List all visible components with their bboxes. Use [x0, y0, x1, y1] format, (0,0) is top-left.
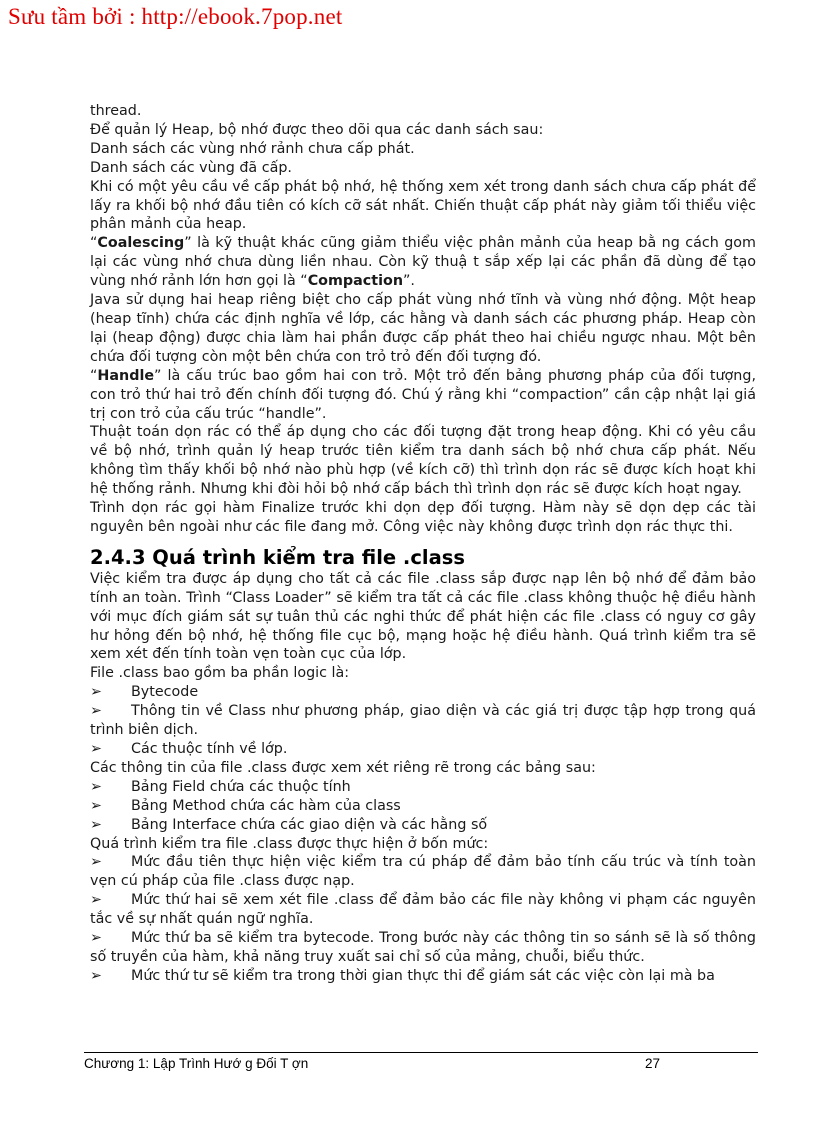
handle-paragraph — [90, 367, 756, 424]
list-item — [90, 929, 756, 967]
list-item-text: Bảng Method chứa các hàm của class — [131, 797, 401, 814]
term-compaction: Compaction — [307, 273, 403, 290]
list-item-text: Mức thứ ba sẽ kiểm tra bytecode. Trong bước này các thông tin so sánh sẽ là số thông số truyền của hàm, khả năng truy xuất sai chỉ số của mảng, chuỗi, biểu thức. — [90, 930, 756, 965]
paragraph: Danh sách các vùng nhớ rảnh chưa cấp phát. — [90, 140, 415, 157]
list-item — [90, 967, 756, 986]
list-item — [90, 683, 756, 702]
bullet-arrow-icon: ➢ — [90, 930, 102, 947]
paragraph: thread. — [90, 103, 142, 119]
list-item-text: Các thuộc tính về lớp. — [131, 741, 288, 757]
bullet-arrow-icon: ➢ — [90, 854, 102, 871]
paragraph: Thuật toán dọn rác có thể áp dụng cho các đối tượng đặt trong heap động. Khi có yêu cầu về bộ nhớ, trình quản lý heap trước tiên kiểm tra danh sách bộ nhớ chưa cấp phát. Nếu không tìm thấy khối bộ nhớ nào phù hợp (về kích cỡ) thì trình dọn rác sẽ được kích hoạt khi hệ thống rảnh. Nhưng khi đòi hỏi bộ nhớ cấp bách thì trình dọn rác sẽ được kích hoạt ngay. — [90, 424, 756, 498]
bullet-arrow-icon: ➢ — [90, 797, 102, 814]
list-item — [90, 797, 756, 816]
paragraph: Để quản lý Heap, bộ nhớ được theo dõi qua các danh sách sau: — [90, 121, 544, 138]
list-item — [90, 740, 756, 759]
paragraph: Java sử dụng hai heap riêng biệt cho cấp phát vùng nhớ tĩnh và vùng nhớ động. Một heap (heap tĩnh) chứa các định nghĩa về lớp, các hằng và danh sách các phương pháp. Heap còn lại (heap động) được chia làm hai phần được cấp phát theo hai chiều ngược nhau. Một bên chứa đối tượng còn một bên chứa con trỏ trỏ đến đối tượng đó. — [90, 292, 756, 365]
open-quote: “ — [90, 367, 98, 384]
paragraph: Danh sách các vùng đã cấp. — [90, 159, 292, 176]
list-item-text: Mức thứ tư sẽ kiểm tra trong thời gian thực thi để giám sát các việc còn lại mà ba — [131, 967, 715, 984]
term-handle: Handle — [97, 367, 155, 384]
term-coalescing: Coalescing — [97, 235, 185, 252]
paragraph: Khi có một yêu cầu về cấp phát bộ nhớ, hệ thống xem xét trong danh sách chưa cấp phát để lấy ra khối bộ nhớ đầu tiên có kích cỡ sát nhất. Chiến thuật cấp phát này giảm tối thiểu việc phân mảnh của heap. — [90, 178, 756, 233]
page-footer — [84, 1056, 758, 1076]
bullet-arrow-icon: ➢ — [90, 778, 102, 795]
page-number: 27 — [645, 1056, 661, 1071]
open-quote: “ — [90, 235, 98, 252]
list-item — [90, 891, 756, 929]
watermark: Sưu tầm bởi : http://ebook.7pop.net — [8, 4, 343, 29]
list-item-text: Bảng Field chứa các thuộc tính — [131, 778, 351, 795]
list-item-text: Thông tin về Class như phương pháp, giao diện và các giá trị được tập hợp trong quá trình biên dịch. — [90, 703, 756, 739]
paragraph: File .class bao gồm ba phần logic là: — [90, 665, 350, 682]
footer-divider — [84, 1052, 758, 1053]
bullet-arrow-icon: ➢ — [90, 892, 102, 909]
page-content — [90, 102, 756, 986]
list-item — [90, 816, 756, 835]
bullet-arrow-icon: ➢ — [90, 816, 102, 833]
bullet-arrow-icon: ➢ — [90, 684, 102, 701]
list-item-text: Mức thứ hai sẽ xem xét file .class để đảm bảo các file này không vi phạm các nguyên tắc về sự nhất quán ngữ nghĩa. — [90, 892, 756, 928]
paragraph-text: ” là cấu trúc bao gồm hai con trỏ. Một trỏ đến bảng phương pháp của đối tượng, con trỏ thứ hai trỏ đến chính đối tượng đó. Chú ý rằng khi “compaction” cần cập nhật lại giá trị con trỏ của cấu trúc “handle”. — [90, 367, 756, 422]
list-item — [90, 702, 756, 740]
bullet-arrow-icon: ➢ — [90, 703, 102, 720]
paragraph: Quá trình kiểm tra file .class được thực hiện ở bốn mức: — [90, 835, 489, 852]
paragraph: Các thông tin của file .class được xem xét riêng rẽ trong các bảng sau: — [90, 759, 596, 776]
paragraph-text: ”. — [403, 273, 415, 290]
coalescing-paragraph — [90, 234, 756, 291]
list-item — [90, 778, 756, 797]
list-item-text: Bảng Interface chứa các giao diện và các hằng số — [131, 816, 488, 833]
bullet-arrow-icon: ➢ — [90, 741, 102, 757]
paragraph-text: ” là kỹ thuật khác cũng giảm thiểu việc phân mảnh của heap bằ ng cách gom lại các vùng nhớ chưa dùng liền nhau. Còn kỹ thuậ t sắp xếp lại các phần đã dùng để tạo vùng nhớ rảnh lớn hơn gọi là “ — [90, 235, 756, 290]
list-item-text: Mức đầu tiên thực hiện việc kiểm tra cú pháp để đảm bảo tính cấu trúc và tính toàn vẹn cú pháp của file .class được nạp. — [90, 854, 756, 890]
chapter-title: Chương 1: Lập Trình Hướ g Đối T ợn — [84, 1056, 309, 1071]
bullet-arrow-icon: ➢ — [90, 967, 102, 984]
paragraph: Việc kiểm tra được áp dụng cho tất cả các file .class sắp được nạp lên bộ nhớ để đảm bảo tính an toàn. Trình “Class Loader” sẽ kiểm tra tất cả các file .class không thuộc hệ điều hành với mục đích giám sát sự tuân thủ các nghi thức để phát hiện các file .class có nguy cơ gây hư hỏng đến bộ nhớ, hệ thống file cục bộ, mạng hoặc hệ điều hành. Quá trình kiểm tra sẽ xem xét đến tính toàn vẹn toàn cục của lớp. — [90, 570, 756, 663]
list-item-text: Bytecode — [131, 684, 199, 701]
list-item — [90, 853, 756, 891]
section-heading: 2.4.3 Quá trình kiểm tra file .class — [90, 545, 465, 569]
paragraph: Trình dọn rác gọi hàm Finalize trước khi dọn dẹp đối tượng. Hàm này sẽ dọn dẹp các tài nguyên bên ngoài như các file đang mở. Công việc này không được trình dọn rác thực thi. — [90, 500, 756, 535]
